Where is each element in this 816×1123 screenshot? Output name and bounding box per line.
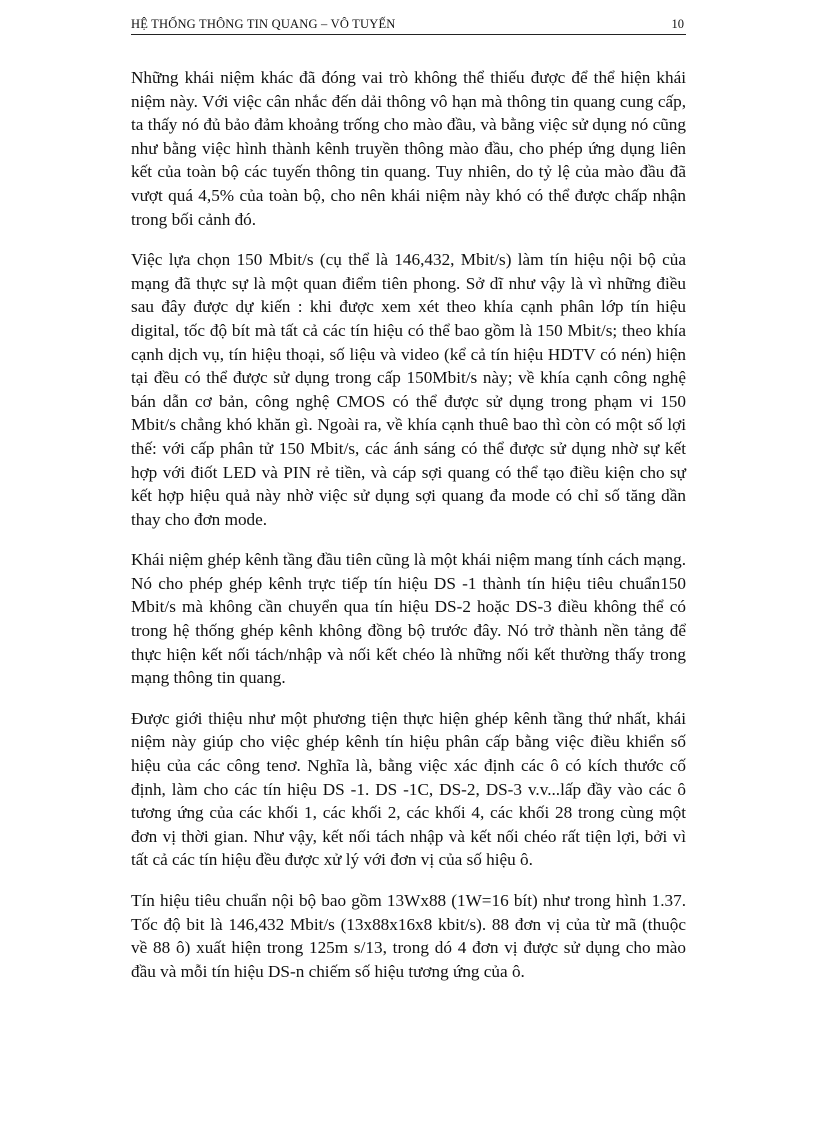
paragraph-4: Được giới thiệu như một phương tiện thực hiện ghép kênh tầng thứ nhất, khái niệm này giúp cho việc ghép kênh tín hiệu phân cấp bằng việc điều khiển số hiệu của các công tenơ. Nghĩa là, bằng việc xác định các ô có kích thước cố định, làm cho các tín hiệu DS -1. DS -1C, DS-2, DS-3 v.v...lấp đầy vào các ô tương ứng của các khối 1, các khối 2, các khối 4, các khối 28 trong cùng một đơn vị thời gian. Như vậy, kết nối tách nhập và kết nối chéo rất tiện lợi, bởi vì tất cả các tín hiệu đều được xử lý với đơn vị của số hiệu ô. [131, 708, 686, 870]
paragraph-2: Việc lựa chọn 150 Mbit/s (cụ thể là 146,432, Mbit/s) làm tín hiệu nội bộ của mạng đã thực sự là một quan điểm tiên phong. Sở dĩ như vậy là vì những điều sau đây được dự kiến : khi được xem xét theo khía cạnh phân lớp tín hiệu digital, tốc độ bít mà tất cả các tín hiệu có thể bao gồm là 150 Mbit/s; theo khía cạnh dịch vụ, tín hiệu thoại, số liệu và video (kể cả tín hiệu HDTV có nén) hiện tại đều có thể được sử dụng trong cấp 150Mbit/s này; về khía cạnh công nghệ bán dẫn cơ bản, công nghệ CMOS có thể được sử dụng trong phạm vi 150 Mbit/s chẳng khó khăn gì. Ngoài ra, về khía cạnh thuê bao thì còn có một số lợi thế: với cấp phân tử 150 Mbit/s, các ánh sáng có thể được sử dụng nhờ sự kết hợp với điốt LED và PIN rẻ tiền, và cáp sợi quang có thể tạo điều kiện cho sự kết hợp hiệu quả này nhờ việc sử dụng sợi quang đa mode có chỉ số tăng dần thay cho đơn mode. [131, 250, 686, 529]
page-header [131, 14, 686, 35]
document-page [131, 0, 686, 1123]
document-body [131, 66, 686, 1000]
paragraph-3: Khái niệm ghép kênh tầng đầu tiên cũng là một khái niệm mang tính cách mạng. Nó cho phép ghép kênh trực tiếp tín hiệu DS -1 thành tín hiệu tiêu chuẩn150 Mbit/s mà không cần chuyển qua tín hiệu DS-2 hoặc DS-3 điều không thể có trong hệ thống ghép kênh không đồng bộ trước đây. Nó trở thành nền tảng để thực hiện kết nối tách/nhập và nối kết chéo là những nối kết thường thấy trong mạng thông tin quang. [131, 550, 686, 688]
paragraph-5: Tín hiệu tiêu chuẩn nội bộ bao gồm 13Wx88 (1W=16 bít) như trong hình 1.37. Tốc độ bit là 146,432 Mbit/s (13x88x16x8 kbit/s). 88 đơn vị của từ mã (thuộc về 88 ô) xuất hiện trong 125m s/13, trong dó 4 đơn vị được sử dụng cho mào đầu và mỗi tín hiệu DS-n chiếm số hiệu tương ứng của ô. [131, 891, 686, 981]
paragraph-1: Những khái niệm khác đã đóng vai trò không thể thiếu được để thể hiện khái niệm này. Với việc cân nhắc đến dải thông vô hạn mà thông tin quang cung cấp, ta thấy nó đủ bảo đảm khoảng trống cho mào đầu, và bằng việc sử dụng nó cũng như bằng việc hình thành kênh truyền thông mào đầu, cho phép ứng dụng liên kết của toàn bộ các tuyến thông tin quang. Tuy nhiên, do tỷ lệ của mào đầu đã vượt quá 4,5% của toàn bộ, cho nên khái niệm này khó có thể được chấp nhận trong bối cảnh đó. [131, 68, 686, 229]
page-number: 10 [671, 17, 684, 31]
header-title: HỆ THỐNG THÔNG TIN QUANG – VÔ TUYẾN [131, 17, 396, 31]
